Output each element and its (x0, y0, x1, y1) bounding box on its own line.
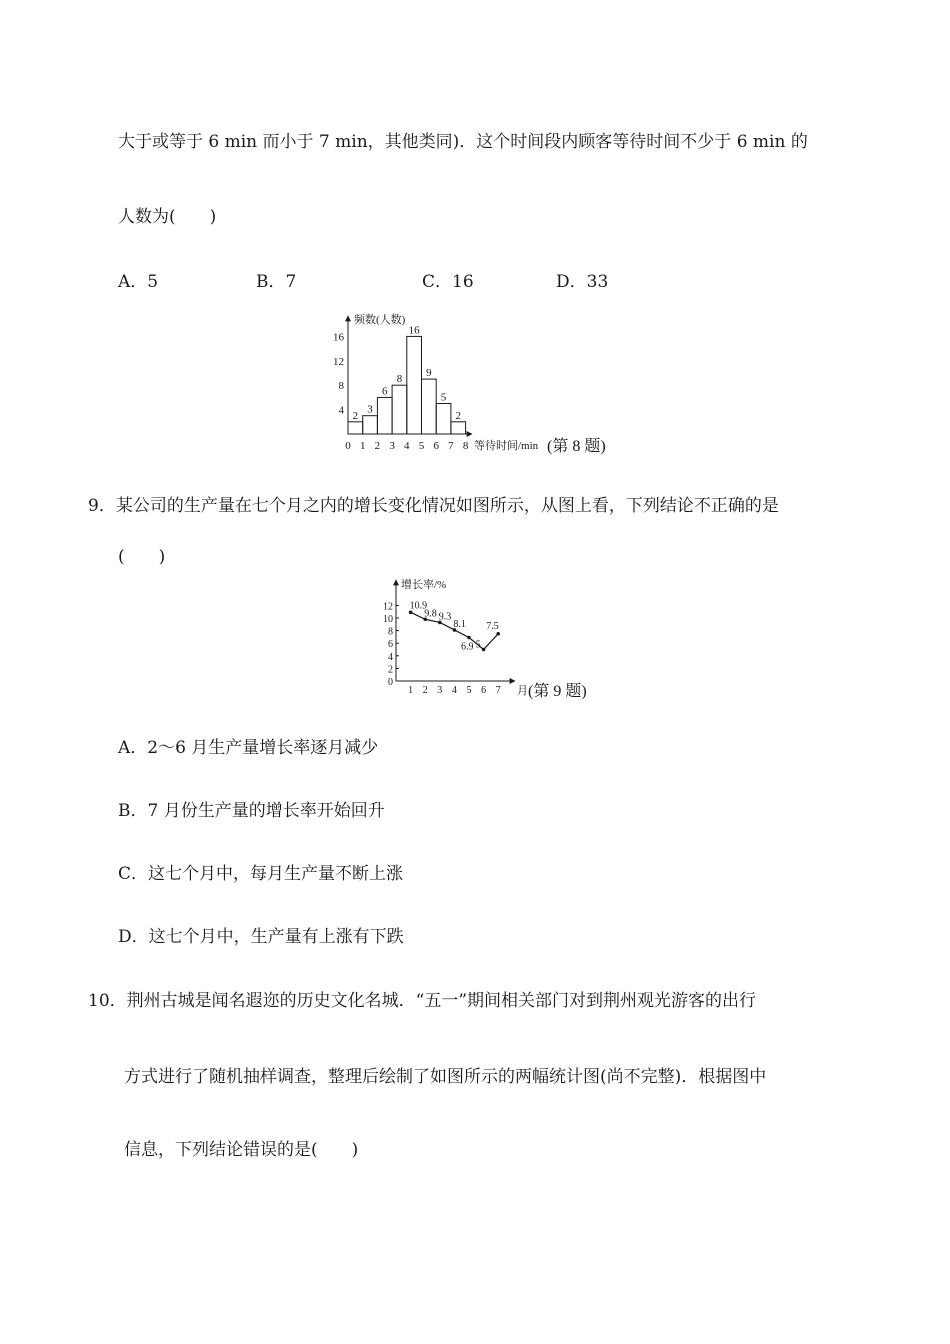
line-chart-x-tick-label: 7 (495, 685, 501, 696)
histogram-x-tick-label: 1 (359, 440, 366, 452)
histogram-x-tick-label: 0 (345, 440, 351, 452)
histogram-x-tick-label: 6 (433, 440, 439, 452)
histogram-bar-label: 5 (440, 391, 447, 404)
histogram-x-axis-label: 等待时间/min (474, 440, 539, 452)
q8-option-a: A．5 (118, 272, 159, 292)
histogram-y-tick-label: 16 (333, 331, 344, 344)
histogram-bar (407, 336, 422, 434)
histogram-y-axis-label: 频数(人数) (354, 314, 406, 326)
histogram-bar-label: 3 (367, 403, 373, 416)
line-chart-x-tick-label: 1 (408, 685, 414, 696)
line-chart-x-tick-label: 5 (466, 685, 472, 696)
q9-option-d: D．这七个月中，生产量有上涨有下跌 (118, 927, 404, 947)
histogram-x-tick-label: 4 (404, 440, 410, 452)
histogram-y-tick-label: 8 (338, 380, 344, 393)
line-chart-x-tick-label: 2 (422, 685, 428, 696)
line-chart-y-tick-label: 4 (388, 651, 393, 663)
line-chart-y-tick-label: 0 (388, 677, 393, 688)
line-chart-point-label: 10.9 (409, 600, 428, 612)
line-chart-y-tick-label: 8 (388, 626, 393, 638)
histogram-bar (436, 404, 451, 435)
line-chart-y-axis-label: 增长率/% (401, 579, 447, 591)
line-chart-x-tick-label: 6 (481, 685, 487, 696)
histogram-bar (363, 416, 378, 434)
line-chart-point-label: 5 (475, 639, 481, 651)
line-chart-point-label: 9.8 (424, 608, 437, 620)
histogram-x-tick-label: 5 (418, 440, 425, 452)
histogram-bar-label: 8 (396, 373, 403, 386)
line-chart-x-axis-label: 月 (517, 685, 528, 697)
line-chart-point (467, 636, 471, 640)
line-chart-point (482, 648, 486, 652)
q10-stem-line3: 信息，下列结论错误的是( ) (124, 1140, 359, 1160)
line-chart-point-label: 9.3 (438, 611, 452, 623)
histogram-bar-label: 2 (455, 409, 461, 422)
q9-option-b: B．7 月份生产量的增长率开始回升 (118, 801, 385, 821)
histogram-bar-label: 9 (426, 367, 432, 380)
q8-option-c: C．16 (422, 272, 474, 292)
histogram-x-tick-label: 8 (462, 440, 469, 452)
histogram-x-tick-label: 2 (374, 440, 381, 452)
histogram-bar (377, 397, 392, 434)
line-chart-y-tick-label: 12 (383, 601, 393, 613)
line-chart-point (496, 632, 500, 636)
line-chart-y-tick-label: 10 (383, 614, 393, 625)
q9-stem-line1: 9．某公司的生产量在七个月之内的增长变化情况如图所示，从图上看，下列结论不正确的是 (88, 496, 779, 516)
q8-text-line2: 人数为( ) (118, 207, 217, 227)
histogram-figure-8 (320, 308, 640, 460)
q9-stem-line2: ( ) (118, 547, 166, 567)
q9-option-a: A．2～6 月生产量增长率逐月减少 (118, 738, 379, 758)
histogram-bar (422, 379, 437, 434)
line-chart-y-tick-label: 2 (388, 664, 393, 676)
histogram-x-tick-label: 7 (448, 440, 454, 452)
figure-8-caption: (第 8 题) (547, 438, 606, 455)
histogram-y-tick-label: 12 (333, 355, 344, 368)
line-chart-x-tick-label: 4 (451, 685, 457, 696)
line-chart-point-label: 8.1 (453, 618, 466, 630)
line-chart-point-label: 7.5 (486, 620, 499, 632)
histogram-bar-label: 2 (352, 409, 359, 422)
histogram-x-tick-label: 3 (389, 440, 395, 452)
q9-option-c: C．这七个月中，每月生产量不断上涨 (118, 864, 404, 884)
histogram-bar (348, 422, 363, 434)
histogram-y-tick-label: 4 (338, 404, 344, 417)
figure-9-caption: (第 9 题) (528, 683, 587, 700)
q8-option-b: B．7 (256, 272, 297, 292)
histogram-bar (392, 385, 407, 434)
q8-option-d: D．33 (556, 272, 609, 292)
line-chart-point-label: 6.9 (461, 641, 474, 653)
q8-text-line1: 大于或等于 6 min 而小于 7 min，其他类同)．这个时间段内顾客等待时间不少于 6 min 的 (118, 132, 808, 152)
q10-stem-line1: 10．荆州古城是闻名遐迩的历史文化名城．“五一”期间相关部门对到荆州观光游客的出行 (88, 991, 757, 1011)
line-chart-y-tick-label: 6 (388, 639, 393, 651)
line-chart-figure-9 (375, 575, 615, 705)
histogram-bar-label: 16 (408, 324, 420, 337)
q10-stem-line2: 方式进行了随机抽样调查，整理后绘制了如图所示的两幅统计图(尚不完整)．根据图中 (124, 1067, 767, 1087)
line-chart-x-tick-label: 3 (437, 685, 443, 696)
histogram-bar (451, 422, 466, 434)
histogram-bar-label: 6 (382, 385, 388, 398)
